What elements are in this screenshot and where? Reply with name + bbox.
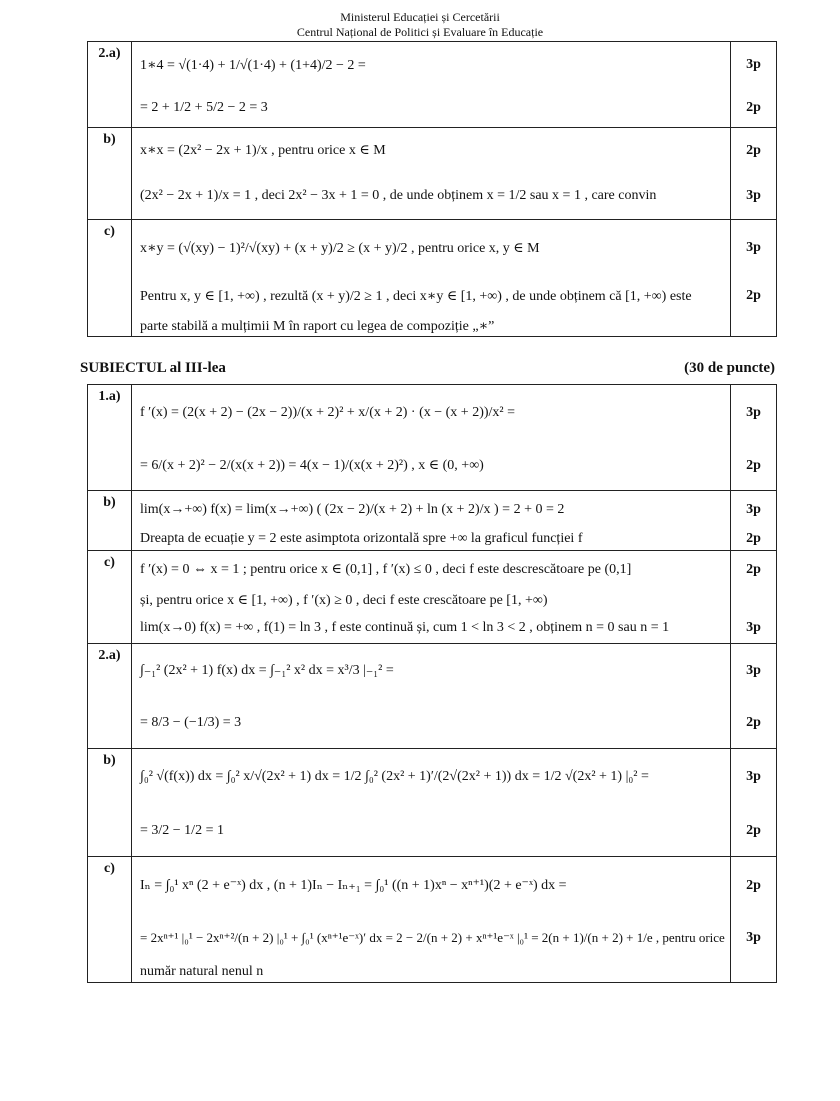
points-value: 3p [746, 188, 761, 203]
solution-line: x∗y = (√(xy) − 1)²/√(xy) + (x + y)/2 ≥ (x + y)/2 , pentru orice x, y ∈ M [140, 240, 540, 256]
center-name: Centrul Național de Politici și Evaluare în Educație [296, 25, 544, 39]
solution-line: lim(x→+∞) f(x) = lim(x→+∞) ( (2x − 2)/(x + 2) + ln (x + 2)/x ) = 2 + 0 = 2 [140, 501, 565, 517]
solution-cell [132, 220, 731, 337]
points-value: 2p [746, 714, 761, 730]
points-value: 3p [746, 240, 761, 255]
points-cell [731, 385, 777, 491]
answer-row [88, 128, 777, 220]
solution-line: f ′(x) = (2(x + 2) − (2x − 2))/(x + 2)² + x/(x + 2) · (x − (x + 2))/x² = [140, 405, 515, 420]
solution-line: f ′(x) = 0 ⇔ x = 1 ; pentru orice x ∈ (0,1] , f ′(x) ≤ 0 , deci f este descrescătoare pe (0,1] [140, 562, 632, 577]
solution-line: = 6/(x + 2)² − 2/(x(x + 2)) = 4(x − 1)/(x(x + 2)²) , x ∈ (0, +∞) [140, 458, 484, 473]
points-value: 2p [746, 288, 761, 303]
solution-cell [132, 551, 731, 644]
solution-cell [132, 644, 731, 749]
points-cell [731, 551, 777, 644]
solution-cell [132, 385, 731, 491]
points-value: 2p [746, 822, 761, 838]
points-cell [731, 857, 777, 983]
section-points: (30 de puncte) [684, 360, 775, 376]
item-label: c) [88, 220, 132, 337]
points-value: 3p [746, 405, 761, 420]
solution-line: Dreapta de ecuație y = 2 este asimptota orizontală spre +∞ la graficul funcției f [140, 531, 583, 546]
solution-line: = 3/2 − 1/2 = 1 [140, 822, 224, 838]
solution-cell [132, 857, 731, 983]
points-value: 3p [746, 662, 761, 678]
solution-cell [132, 128, 731, 220]
solution-cell [132, 749, 731, 857]
subject-2-answer-table [87, 41, 777, 337]
solution-line: parte stabilă a mulțimii M în raport cu legea de compoziție „∗” [140, 318, 495, 334]
solution-line: 1∗4 = √(1·4) + 1/√(1·4) + (1+4)/2 − 2 = [140, 57, 366, 73]
answer-row [88, 385, 777, 491]
item-label: b) [88, 491, 132, 551]
points-cell [731, 42, 777, 128]
points-cell [731, 644, 777, 749]
solution-line: număr natural nenul n [140, 964, 264, 979]
answer-row [88, 220, 777, 337]
points-value: 3p [746, 57, 761, 72]
points-value: 3p [746, 930, 761, 945]
item-label: c) [88, 551, 132, 644]
points-cell [731, 128, 777, 220]
solution-line: x∗x = (2x² − 2x + 1)/x , pentru orice x ∈ M [140, 143, 386, 158]
points-cell [731, 491, 777, 551]
points-value: 3p [746, 620, 761, 635]
solution-line: Pentru x, y ∈ [1, +∞) , rezultă (x + y)/2 ≥ 1 , deci x∗y ∈ [1, +∞) , de unde obținem că [1, +∞) este [140, 288, 692, 304]
answer-row [88, 491, 777, 551]
points-value: 2p [746, 561, 761, 577]
points-value: 3p [746, 501, 761, 517]
points-value: 2p [746, 531, 761, 546]
item-label: 2.a) [88, 42, 132, 128]
item-label: b) [88, 749, 132, 857]
answer-row [88, 551, 777, 644]
points-value [731, 316, 776, 336]
solution-line: Iₙ = ∫₀¹ xⁿ (2 + e⁻ˣ) dx , (n + 1)Iₙ − Iₙ₊₁ = ∫₀¹ ((n + 1)xⁿ − xⁿ⁺¹)(2 + e⁻ˣ) dx = [140, 878, 567, 893]
answer-row [88, 749, 777, 857]
points-value: 2p [746, 142, 761, 158]
subject-3-answer-table [87, 384, 777, 983]
points-value: 2p [746, 457, 761, 473]
solution-line: = 8/3 − (−1/3) = 3 [140, 714, 242, 730]
section-title: SUBIECTUL al III-lea [80, 360, 226, 376]
item-label: c) [88, 857, 132, 983]
solution-line: lim(x→0) f(x) = +∞ , f(1) = ln 3 , f este continuă și, cum 1 < ln 3 < 2 , obținem n = 0 sau n = 1 [140, 620, 670, 635]
solution-cell [132, 491, 731, 551]
points-value [731, 962, 776, 982]
solution-line: și, pentru orice x ∈ [1, +∞) , f ′(x) ≥ 0 , deci f este crescătoare pe [1, +∞) [140, 593, 548, 608]
solution-line: = 2 + 1/2 + 5/2 − 2 = 3 [140, 99, 268, 115]
answer-row [88, 644, 777, 749]
points-cell [731, 220, 777, 337]
points-value [731, 588, 776, 613]
points-value: 3p [746, 769, 761, 784]
points-cell [731, 749, 777, 857]
section-heading [80, 360, 775, 377]
solution-line: (2x² − 2x + 1)/x = 1 , deci 2x² − 3x + 1 = 0 , de unde obținem x = 1/2 sau x = 1 , care convin [140, 188, 657, 203]
solution-line: = 2xⁿ⁺¹ |₀¹ − 2xⁿ⁺²/(n + 2) |₀¹ + ∫₀¹ (xⁿ⁺¹e⁻ˣ)′ dx = 2 − 2/(n + 2) + xⁿ⁺¹e⁻ˣ |₀¹ = 2(n + 1)/(n + 2) + 1/e , pentru orice [140, 930, 725, 945]
answer-row [88, 857, 777, 983]
solution-line: ∫₀² √(f(x)) dx = ∫₀² x/√(2x² + 1) dx = 1/2 ∫₀² (2x² + 1)′/(2√(2x² + 1)) dx = 1/2 √(2x² + 1) |₀² = [140, 769, 649, 784]
ministry-name: Ministerul Educației și Cercetării [340, 10, 500, 24]
item-label: 1.a) [88, 385, 132, 491]
item-label: 2.a) [88, 644, 132, 749]
points-value: 2p [746, 877, 761, 893]
answer-row [88, 42, 777, 128]
solution-line: ∫₋₁² (2x² + 1) f(x) dx = ∫₋₁² x² dx = x³/3 |₋₁² = [140, 663, 394, 678]
points-value: 2p [746, 99, 761, 115]
document-header [0, 10, 840, 40]
solution-cell [132, 42, 731, 128]
item-label: b) [88, 128, 132, 220]
